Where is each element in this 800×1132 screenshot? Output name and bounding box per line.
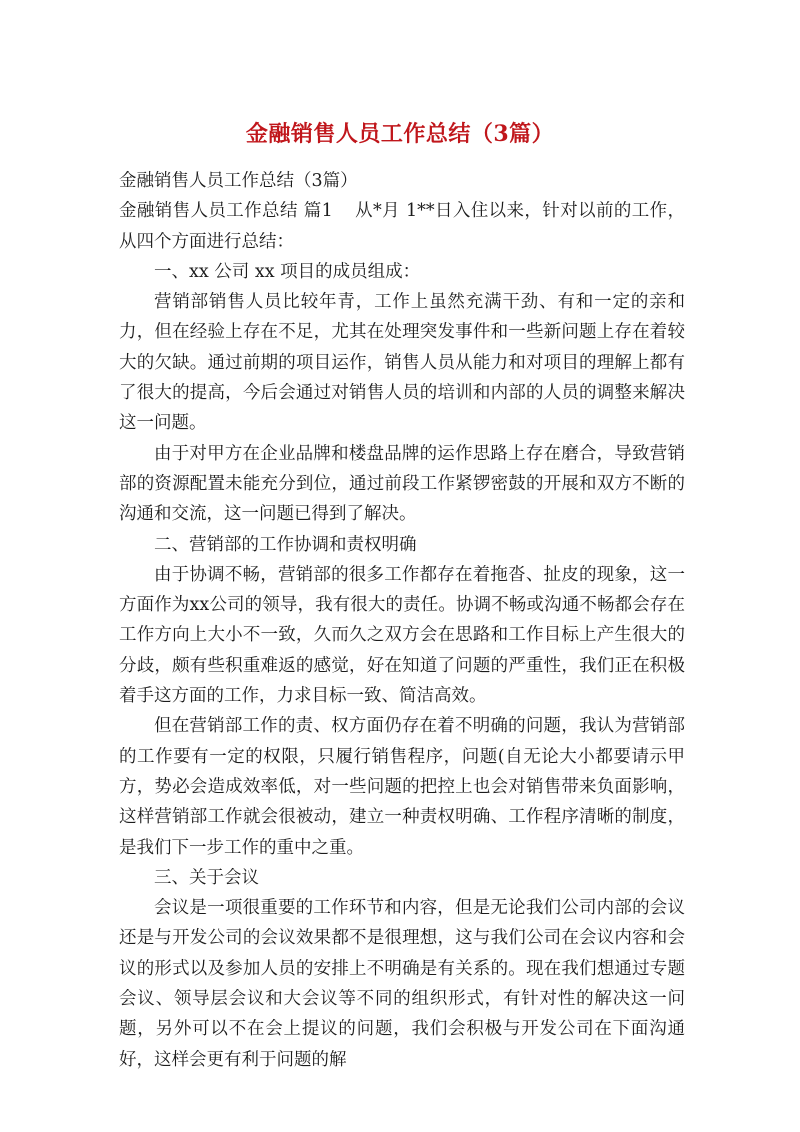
document-subtitle: 金融销售人员工作总结（3篇） — [119, 171, 358, 191]
article-intro-paragraph — [119, 196, 685, 257]
section-heading-3: 三、关于会议 — [154, 867, 259, 888]
section-1-paragraph-2: 由于对甲方在企业品牌和楼盘品牌的运作思路上存在磨合，导致营销部的资源配置未能充分到位，通过前段工作紧锣密鼓的开展和双方不断的沟通和交流，这一问题已得到了解决。 — [119, 443, 685, 525]
document-body — [119, 166, 685, 1075]
section-heading-2: 二、营销部的工作协调和责权明确 — [154, 534, 417, 555]
section-3-paragraph-1: 会议是一项很重要的工作环节和内容，但是无论我们公司内部的会议还是与开发公司的会议效果都不是很理想，这与我们公司在会议内容和会议的形式以及参加人员的安排上不明确是有关系的。现在我们想通过专题会议、领导层会议和大会议等不同的组织形式，有针对性的解决这一问题，另外可以不在会上提议的问题，我们会积极与开发公司在下面沟通好，这样会更有利于问题的解 — [119, 898, 685, 1070]
section-2-paragraph-2: 但在营销部工作的责、权方面仍存在着不明确的问题，我认为营销部的工作要有一定的权限，只履行销售程序，问题(自无论大小都要请示甲方，势必会造成效率低，对一些问题的把控上也会对销售带来负面影响，这样营销部工作就会很被动，建立一种责权明确、工作程序清晰的制度，是我们下一步工作的重中之重。 — [119, 716, 685, 858]
section-heading-1: 一、xx 公司 xx 项目的成员组成： — [154, 261, 421, 282]
document-title: 金融销售人员工作总结（3篇） — [245, 121, 555, 147]
section-1-paragraph-1: 营销部销售人员比较年青，工作上虽然充满干劲、有和一定的亲和力，但在经验上存在不足，尤其在处理突发事件和一些新问题上存在着较大的欠缺。通过前期的项目运作，销售人员从能力和对项目的理解上都有了很大的提高，今后会通过对销售人员的培训和内部的人员的调整来解决这一问题。 — [119, 292, 685, 434]
article-heading: 金融销售人员工作总结 篇1 — [119, 201, 333, 222]
section-2-paragraph-1: 由于协调不畅，营销部的很多工作都存在着拖沓、扯皮的现象，这一方面作为xx公司的领导，我有很大的责任。协调不畅或沟通不畅都会存在工作方向上大小不一致，久而久之双方会在思路和工作目标上产生很大的分歧，颇有些积重难返的感觉，好在知道了问题的严重性，我们正在积极着手这方面的工作，力求目标一致、简洁高效。 — [119, 564, 685, 707]
article-intro: 从*月 1**日入住以来，针对以前的工作，从四个方面进行总结： — [119, 201, 685, 252]
